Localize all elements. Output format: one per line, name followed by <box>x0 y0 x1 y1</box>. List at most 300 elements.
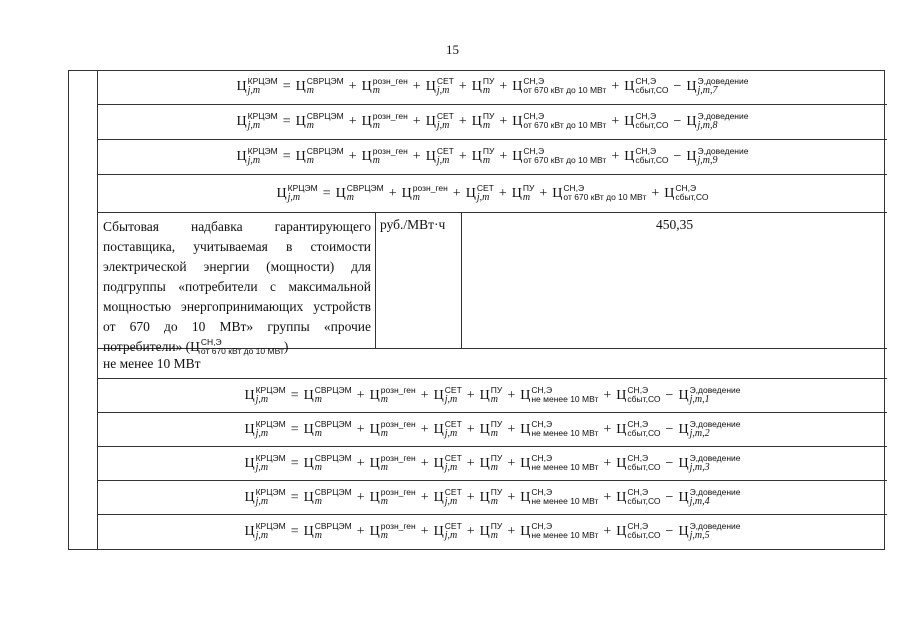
operator: + <box>356 421 365 437</box>
subscript: j,m,1 <box>689 393 710 405</box>
superscript: СЕТ <box>436 146 454 156</box>
subscript: m <box>482 155 491 166</box>
superscript: ПУ <box>490 521 503 531</box>
scripts <box>445 522 462 540</box>
formula <box>237 113 749 131</box>
subscript: от 670 кВт до 10 МВт <box>563 191 647 202</box>
scripts <box>531 488 598 506</box>
subscript: m <box>372 120 380 131</box>
symbol-c: Ц <box>361 79 372 94</box>
scripts <box>491 386 503 404</box>
term-e-dovedenie <box>686 113 748 131</box>
superscript: розн_ген <box>380 452 416 463</box>
operator: + <box>466 489 475 505</box>
scripts <box>445 488 462 506</box>
term-pu <box>511 182 535 203</box>
term-pu <box>479 384 503 405</box>
symbol-c: Ц <box>511 185 522 201</box>
scripts <box>445 454 462 472</box>
scripts <box>491 522 503 540</box>
scripts <box>248 147 278 165</box>
term-e-dovedenie <box>678 486 741 507</box>
scripts <box>531 454 598 472</box>
superscript: КРЦЭМ <box>247 76 278 86</box>
subscript: сбыт,СО <box>627 427 661 438</box>
symbol-c: Ц <box>335 185 346 201</box>
scripts <box>381 386 416 404</box>
formula <box>244 418 741 439</box>
subscript: j,m <box>255 530 269 541</box>
scripts <box>315 420 352 438</box>
formula <box>244 452 741 473</box>
subscript: m <box>314 530 322 541</box>
operator: + <box>452 185 461 201</box>
symbol-c: Ц <box>369 489 380 505</box>
superscript: СВРЦЭМ <box>306 146 344 156</box>
superscript: КРЦЭМ <box>287 182 318 193</box>
symbol-c: Ц <box>520 421 531 437</box>
page-number: 15 <box>446 42 459 57</box>
term-e-dovedenie <box>678 418 741 439</box>
operator: − <box>665 387 674 403</box>
term-set <box>433 486 462 507</box>
scripts <box>698 147 749 165</box>
term-krcem <box>244 452 286 473</box>
term-set <box>426 78 454 96</box>
term-sn-e <box>520 452 599 473</box>
scripts <box>307 147 344 165</box>
subscript: не менее 10 МВт <box>531 461 599 472</box>
term-sbyt-co <box>616 418 661 439</box>
subscript: j,m <box>255 427 269 439</box>
superscript: розн_ген <box>372 146 408 156</box>
formula <box>237 148 749 166</box>
subscript: сбыт,СО <box>675 191 709 202</box>
term-svrcem <box>296 148 344 166</box>
scripts <box>315 488 352 506</box>
subscript: от 670 кВт до 10 МВт <box>523 85 607 95</box>
symbol-c: Ц <box>244 421 255 437</box>
symbol-c: Ц <box>361 149 372 164</box>
superscript: СН,Э <box>635 111 657 121</box>
subscript: сбыт,СО <box>627 530 661 540</box>
subscript: m <box>380 393 388 405</box>
scripts <box>523 184 535 202</box>
operator: = <box>282 149 291 164</box>
symbol-c: Ц <box>425 79 436 94</box>
superscript: ПУ <box>482 111 495 121</box>
superscript: СВРЦЭМ <box>306 111 344 121</box>
subscript: m <box>490 461 499 473</box>
subscript: от 670 кВт до 10 МВт <box>523 155 607 165</box>
operator: + <box>466 455 475 471</box>
superscript: КРЦЭМ <box>255 521 286 531</box>
operator: − <box>665 489 674 505</box>
scripts <box>483 112 495 130</box>
subscript: j,m,5 <box>689 530 710 541</box>
term-rozn-gen <box>370 523 416 541</box>
term-sbyt-co <box>624 113 668 131</box>
scripts <box>698 77 749 95</box>
subscript: не менее 10 МВт <box>531 530 599 540</box>
operator: + <box>348 149 357 164</box>
subscript: сбыт,СО <box>627 495 661 506</box>
scripts <box>491 488 503 506</box>
symbol-c: Ц <box>512 149 523 164</box>
scripts <box>248 112 278 130</box>
formula <box>237 78 749 96</box>
symbol-c: Ц <box>624 79 635 94</box>
subscript: j,m <box>444 495 458 507</box>
subscript: m <box>490 427 499 439</box>
term-pu <box>472 148 495 166</box>
scripts <box>483 147 495 165</box>
subscript: m <box>380 530 388 541</box>
scripts <box>373 147 408 165</box>
term-svrcem <box>296 113 344 131</box>
symbol-c: Ц <box>471 149 482 164</box>
symbol-c: Ц <box>479 387 490 403</box>
term-e-dovedenie <box>686 78 748 96</box>
symbol-c: Ц <box>471 114 482 129</box>
symbol-c: Ц <box>471 79 482 94</box>
symbol-c: Ц <box>686 114 697 129</box>
formula-row <box>98 379 887 413</box>
symbol-c: Ц <box>244 489 255 505</box>
scripts <box>437 112 454 130</box>
superscript: розн_ген <box>380 418 416 429</box>
operator: + <box>388 185 397 201</box>
scripts <box>381 420 416 438</box>
scripts <box>698 112 749 130</box>
operator: + <box>458 79 467 94</box>
scripts <box>635 112 668 130</box>
subscript: не менее 10 МВт <box>531 427 599 438</box>
symbol-c: Ц <box>425 114 436 129</box>
subscript: сбыт,СО <box>635 155 669 165</box>
term-rozn-gen <box>369 486 416 507</box>
subscript: m <box>490 530 499 541</box>
superscript: КРЦЭМ <box>255 452 286 463</box>
subscript: m <box>380 427 388 439</box>
subscript: j,m <box>444 530 458 541</box>
superscript: СН,Э <box>531 384 553 395</box>
term-krcem <box>244 384 286 405</box>
scripts <box>256 420 286 438</box>
subscript: j,m <box>476 191 490 203</box>
superscript: ПУ <box>482 76 495 86</box>
formula-row <box>98 447 887 481</box>
term-set <box>426 148 454 166</box>
scripts <box>635 147 668 165</box>
subscript: m <box>314 461 322 473</box>
superscript: Э,доведение <box>689 452 741 463</box>
subscript: сбыт,СО <box>635 120 669 130</box>
scripts <box>437 147 454 165</box>
term-pu <box>479 418 503 439</box>
operator: = <box>322 185 331 201</box>
operator: + <box>348 79 357 94</box>
scripts <box>523 112 606 130</box>
operator: + <box>466 387 475 403</box>
operator: + <box>412 149 421 164</box>
symbol-c: Ц <box>552 185 563 201</box>
term-pu <box>479 486 503 507</box>
superscript: СВРЦЭМ <box>314 452 352 463</box>
term-rozn-gen <box>362 78 408 96</box>
term-sbyt-co <box>616 523 660 541</box>
symbol-c: Ц <box>479 421 490 437</box>
term-rozn-gen <box>362 113 408 131</box>
scripts <box>373 112 408 130</box>
subscript: j,m,4 <box>689 495 710 507</box>
operator: + <box>603 524 612 539</box>
superscript: СВРЦЭМ <box>314 521 352 531</box>
superscript: СЕТ <box>444 452 462 463</box>
superscript: КРЦЭМ <box>247 146 278 156</box>
subscript: от 670 кВт до 10 МВт <box>523 120 607 130</box>
term-krcem <box>237 78 278 96</box>
superscript: розн_ген <box>380 384 416 395</box>
superscript: СВРЦЭМ <box>346 182 384 193</box>
scripts <box>256 488 286 506</box>
operator: = <box>290 455 299 471</box>
formula-row <box>98 70 887 105</box>
scripts <box>627 454 660 472</box>
term-e-dovedenie <box>678 452 741 473</box>
subscript: j,m <box>255 495 269 507</box>
superscript: КРЦЭМ <box>247 111 278 121</box>
scripts <box>635 77 668 95</box>
superscript: СЕТ <box>436 111 454 121</box>
subscript: m <box>522 191 531 203</box>
superscript: СН,Э <box>523 111 545 121</box>
term-sbyt-co <box>616 384 661 405</box>
scripts <box>690 522 741 540</box>
operator: = <box>290 387 299 403</box>
formula-row <box>98 140 887 175</box>
subscript: j,m <box>444 393 458 405</box>
scripts <box>477 184 494 202</box>
term-sn-e <box>512 78 606 96</box>
subscript: j,m,7 <box>697 85 718 96</box>
symbol-c: Ц <box>303 489 314 505</box>
operator: + <box>356 455 365 471</box>
superscript: КРЦЭМ <box>255 418 286 429</box>
symbol-c: Ц <box>369 524 380 539</box>
term-pu <box>472 78 495 96</box>
term-krcem <box>237 113 278 131</box>
operator: + <box>356 489 365 505</box>
operator: + <box>420 387 429 403</box>
formula <box>276 182 709 203</box>
superscript: СН,Э <box>523 76 545 86</box>
symbol-c: Ц <box>276 185 287 201</box>
superscript: розн_ген <box>380 521 416 531</box>
term-sbyt-co <box>624 78 668 96</box>
superscript: СН,Э <box>531 486 553 497</box>
operator: + <box>420 489 429 505</box>
operator: + <box>507 455 516 471</box>
term-set <box>426 113 454 131</box>
scripts <box>563 184 646 202</box>
subscript: j,m <box>287 191 301 203</box>
operator: + <box>412 79 421 94</box>
term-sn-e <box>512 148 606 166</box>
subscript: m <box>314 495 322 507</box>
term-set <box>434 523 462 541</box>
symbol-c: Ц <box>295 149 306 164</box>
scripts <box>531 386 598 404</box>
subscript: m <box>314 427 322 439</box>
symbol-c: Ц <box>303 524 314 539</box>
scripts <box>307 112 344 130</box>
symbol-c: Ц <box>520 455 531 471</box>
symbol-c: Ц <box>616 489 627 505</box>
term-krcem <box>237 148 278 166</box>
term-sbyt-co <box>616 486 661 507</box>
subscript: j,m,2 <box>689 427 710 439</box>
symbol-c: Ц <box>678 455 689 471</box>
symbol-c: Ц <box>664 185 675 201</box>
table-frame <box>68 70 885 550</box>
symbol-c: Ц <box>678 421 689 437</box>
symbol-c: Ц <box>678 387 689 403</box>
symbol-c: Ц <box>425 149 436 164</box>
symbol-c: Ц <box>520 489 531 505</box>
term-krcem <box>276 182 318 203</box>
superscript: розн_ген <box>412 182 448 193</box>
term-sbyt-co <box>664 182 709 203</box>
scripts <box>413 184 448 202</box>
term-svrcem <box>303 384 352 405</box>
term-sbyt-co <box>616 452 661 473</box>
scripts <box>256 454 286 472</box>
superscript: ПУ <box>490 452 503 463</box>
scripts <box>531 420 598 438</box>
superscript: Э,доведение <box>689 418 741 429</box>
superscript: СН,Э <box>523 146 545 156</box>
term-set <box>465 182 494 203</box>
operator: + <box>412 114 421 129</box>
superscript: СН,Э <box>563 182 585 193</box>
scripts <box>381 454 416 472</box>
scripts <box>627 522 660 540</box>
symbol-c: Ц <box>616 524 627 539</box>
operator: + <box>611 114 620 129</box>
subscript: m <box>306 155 314 166</box>
term-sn-e <box>520 486 599 507</box>
scripts <box>627 488 660 506</box>
operator: + <box>603 421 612 437</box>
scripts <box>315 386 352 404</box>
symbol-c: Ц <box>479 455 490 471</box>
subscript: m <box>412 191 421 203</box>
operator: + <box>507 524 516 539</box>
symbol-c: Ц <box>678 489 689 505</box>
term-e-dovedenie <box>686 148 748 166</box>
symbol-c: Ц <box>236 114 247 129</box>
term-rozn-gen <box>369 418 416 439</box>
operator: = <box>290 421 299 437</box>
operator: − <box>665 421 674 437</box>
superscript: Э,доведение <box>689 521 741 531</box>
symbol-c: Ц <box>678 524 689 539</box>
superscript: Э,доведение <box>697 146 749 156</box>
term-pu <box>479 452 503 473</box>
operator: = <box>290 489 299 505</box>
symbol-c: Ц <box>369 455 380 471</box>
formula-row <box>98 175 887 213</box>
unit-cell: руб./МВт·ч <box>376 213 462 348</box>
scripts <box>256 522 286 540</box>
symbol-c: Ц <box>512 114 523 129</box>
scripts <box>445 386 462 404</box>
scripts <box>256 386 286 404</box>
subscript: m <box>306 120 314 131</box>
scripts <box>381 522 416 540</box>
scripts <box>690 420 741 438</box>
symbol-c: Ц <box>512 79 523 94</box>
operator: + <box>539 185 548 201</box>
superscript: СН,Э <box>627 486 649 497</box>
term-svrcem <box>303 418 352 439</box>
term-sn-e <box>520 384 599 405</box>
subscript: сбыт,СО <box>627 461 661 472</box>
subscript: j,m,3 <box>689 461 710 473</box>
term-pu <box>480 523 503 541</box>
scripts <box>445 420 462 438</box>
superscript: ПУ <box>490 418 503 429</box>
term-rozn-gen <box>362 148 408 166</box>
term-set <box>433 418 462 439</box>
operator: + <box>603 489 612 505</box>
subscript: j,m <box>247 155 261 166</box>
term-rozn-gen <box>369 384 416 405</box>
superscript: СВРЦЭМ <box>314 418 352 429</box>
term-set <box>433 384 462 405</box>
subscript: не менее 10 МВт <box>531 393 599 404</box>
operator: + <box>499 149 508 164</box>
superscript: СН,Э <box>635 146 657 156</box>
term-e-dovedenie <box>678 523 740 541</box>
term-svrcem <box>303 452 352 473</box>
term-e-dovedenie <box>678 384 741 405</box>
superscript: СН,Э <box>627 418 649 429</box>
superscript: ПУ <box>482 146 495 156</box>
operator: + <box>499 114 508 129</box>
formula-row <box>98 481 887 515</box>
symbol-c: Ц <box>303 455 314 471</box>
symbol-c: Ц <box>244 524 255 539</box>
symbol-c: Ц <box>369 421 380 437</box>
scripts <box>627 386 660 404</box>
scripts <box>347 184 384 202</box>
term-rozn-gen <box>401 182 448 203</box>
formula <box>244 384 741 405</box>
symbol-c: Ц <box>244 455 255 471</box>
symbol-c: Ц <box>433 455 444 471</box>
subscript: j,m <box>255 393 269 405</box>
superscript: СЕТ <box>444 521 462 531</box>
symbol-c: Ц <box>303 387 314 403</box>
term-svrcem <box>335 182 384 203</box>
scripts <box>381 488 416 506</box>
symbol-c: Ц <box>433 387 444 403</box>
subscript: j,m <box>247 120 261 131</box>
symbol-c: Ц <box>433 489 444 505</box>
subscript: j,m,9 <box>697 155 718 166</box>
